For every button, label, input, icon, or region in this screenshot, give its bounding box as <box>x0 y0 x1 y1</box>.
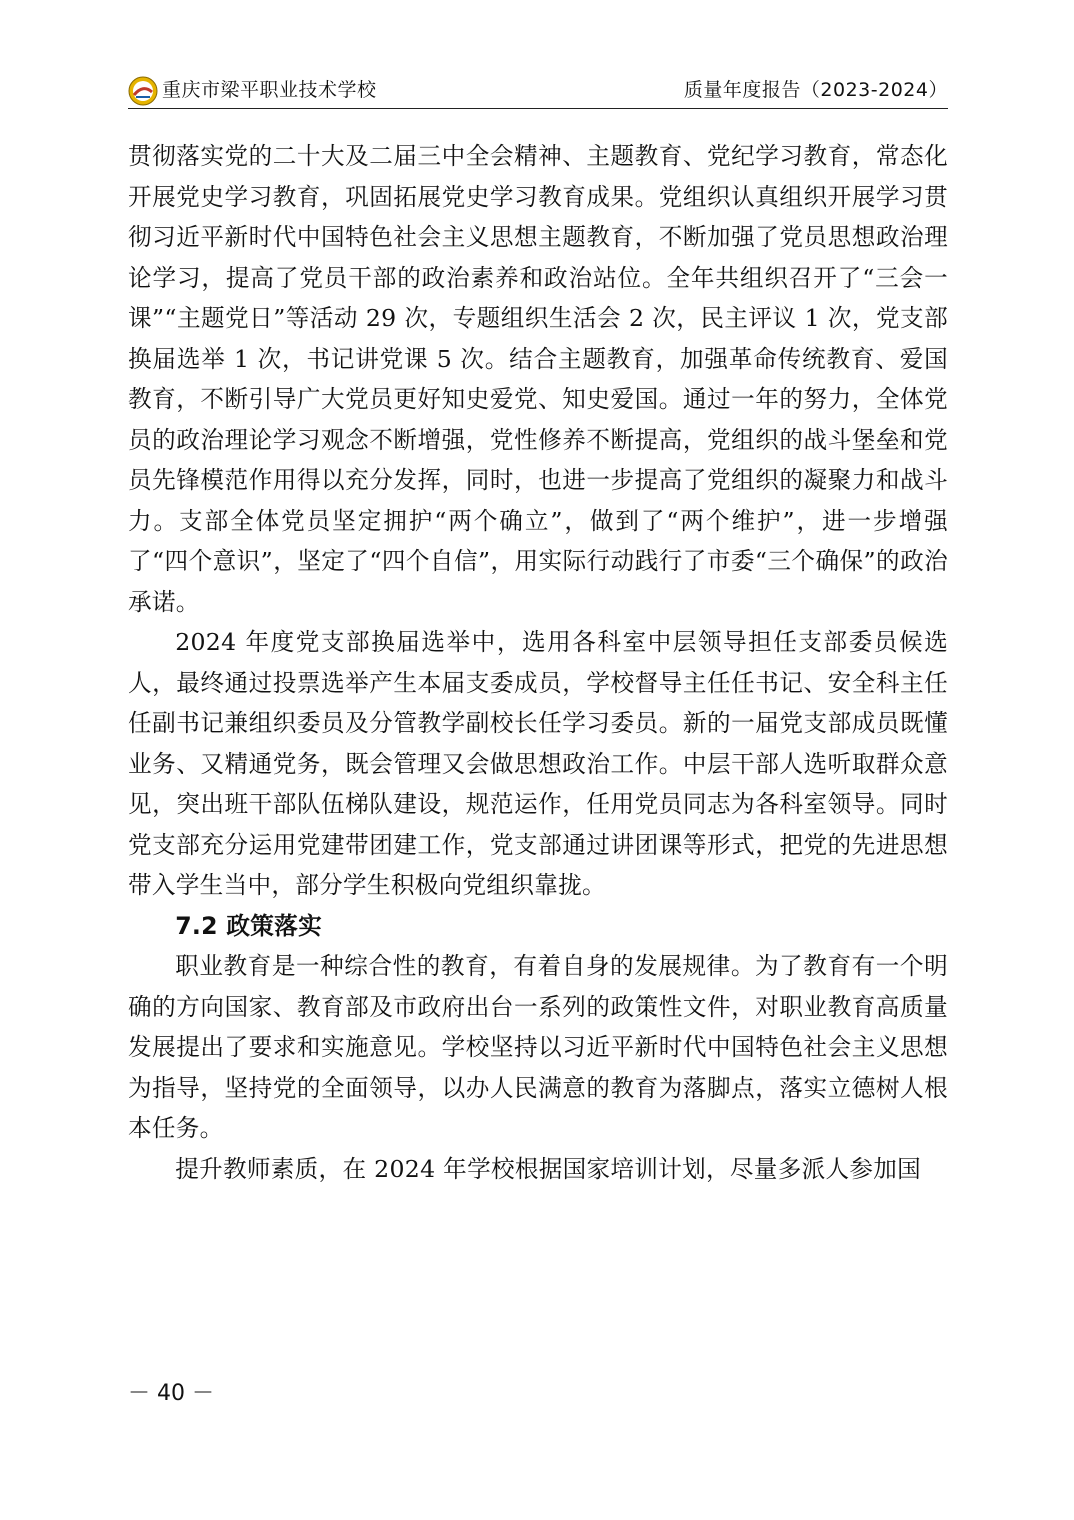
page-number: － 40 － <box>128 1381 214 1406</box>
school-emblem-icon <box>128 76 158 106</box>
paragraph-2: 2024 年度党支部换届选举中，选用各科室中层领导担任支部委员候选人，最终通过投票选举产生本届支委成员，学校督导主任任书记、安全科主任任副书记兼组织委员及分管教学副校长任学习委员。新的一届党支部成员既懂业务、又精通党务，既会管理又会做思想政治工作。中层干部人选听取群众意见，突出班干部队伍梯队建设，规范运作，任用党员同志为各科室领导。同时党支部充分运用党建带团建工作，党支部通过讲团课等形式，把党的先进思想带入学生当中，部分学生积极向党组织靠拢。 <box>128 628 948 899</box>
document-body <box>128 136 948 1189</box>
school-name: 重庆市梁平职业技术学校 <box>162 79 377 101</box>
report-title: 质量年度报告（2023-2024） <box>683 79 948 101</box>
paragraph-3: 职业教育是一种综合性的教育，有着自身的发展规律。为了教育有一个明确的方向国家、教育部及市政府出台一系列的政策性文件，对职业教育高质量发展提出了要求和实施意见。学校坚持以习近平新时代中国特色社会主义思想为指导，坚持党的全面领导，以办人民满意的教育为落脚点，落实立德树人根本任务。 <box>128 952 948 1142</box>
section-heading: 7.2 政策落实 <box>175 911 322 940</box>
paragraph-1: 贯彻落实党的二十大及二届三中全会精神、主题教育、党纪学习教育，常态化开展党史学习教育，巩固拓展党史学习教育成果。党组织认真组织开展学习贯彻习近平新时代中国特色社会主义思想主题教育，不断加强了党员思想政治理论学习，提高了党员干部的政治素养和政治站位。全年共组织召开了“三会一课”“主题党日”等活动 29 次，专题组织生活会 2 次，民主评议 1 次，党支部换届选举 1 次，书记讲党课 5 次。结合主题教育，加强革命传统教育、爱国教育，不断引导广大党员更好知史爱党、知史爱国。通过一年的努力，全体党员的政治理论学习观念不断增强，党性修养不断提高，党组织的战斗堡垒和党员先锋模范作用得以充分发挥，同时，也进一步提高了党组织的凝聚力和战斗力。支部全体党员坚定拥护“两个确立”，做到了“两个维护”，进一步增强了“四个意识”，坚定了“四个自信”，用实际行动践行了市委“三个确保”的政治承诺。 <box>128 142 948 616</box>
page-header <box>128 74 948 109</box>
paragraph-4: 提升教师素质，在 2024 年学校根据国家培训计划，尽量多派人参加国 <box>175 1154 922 1183</box>
